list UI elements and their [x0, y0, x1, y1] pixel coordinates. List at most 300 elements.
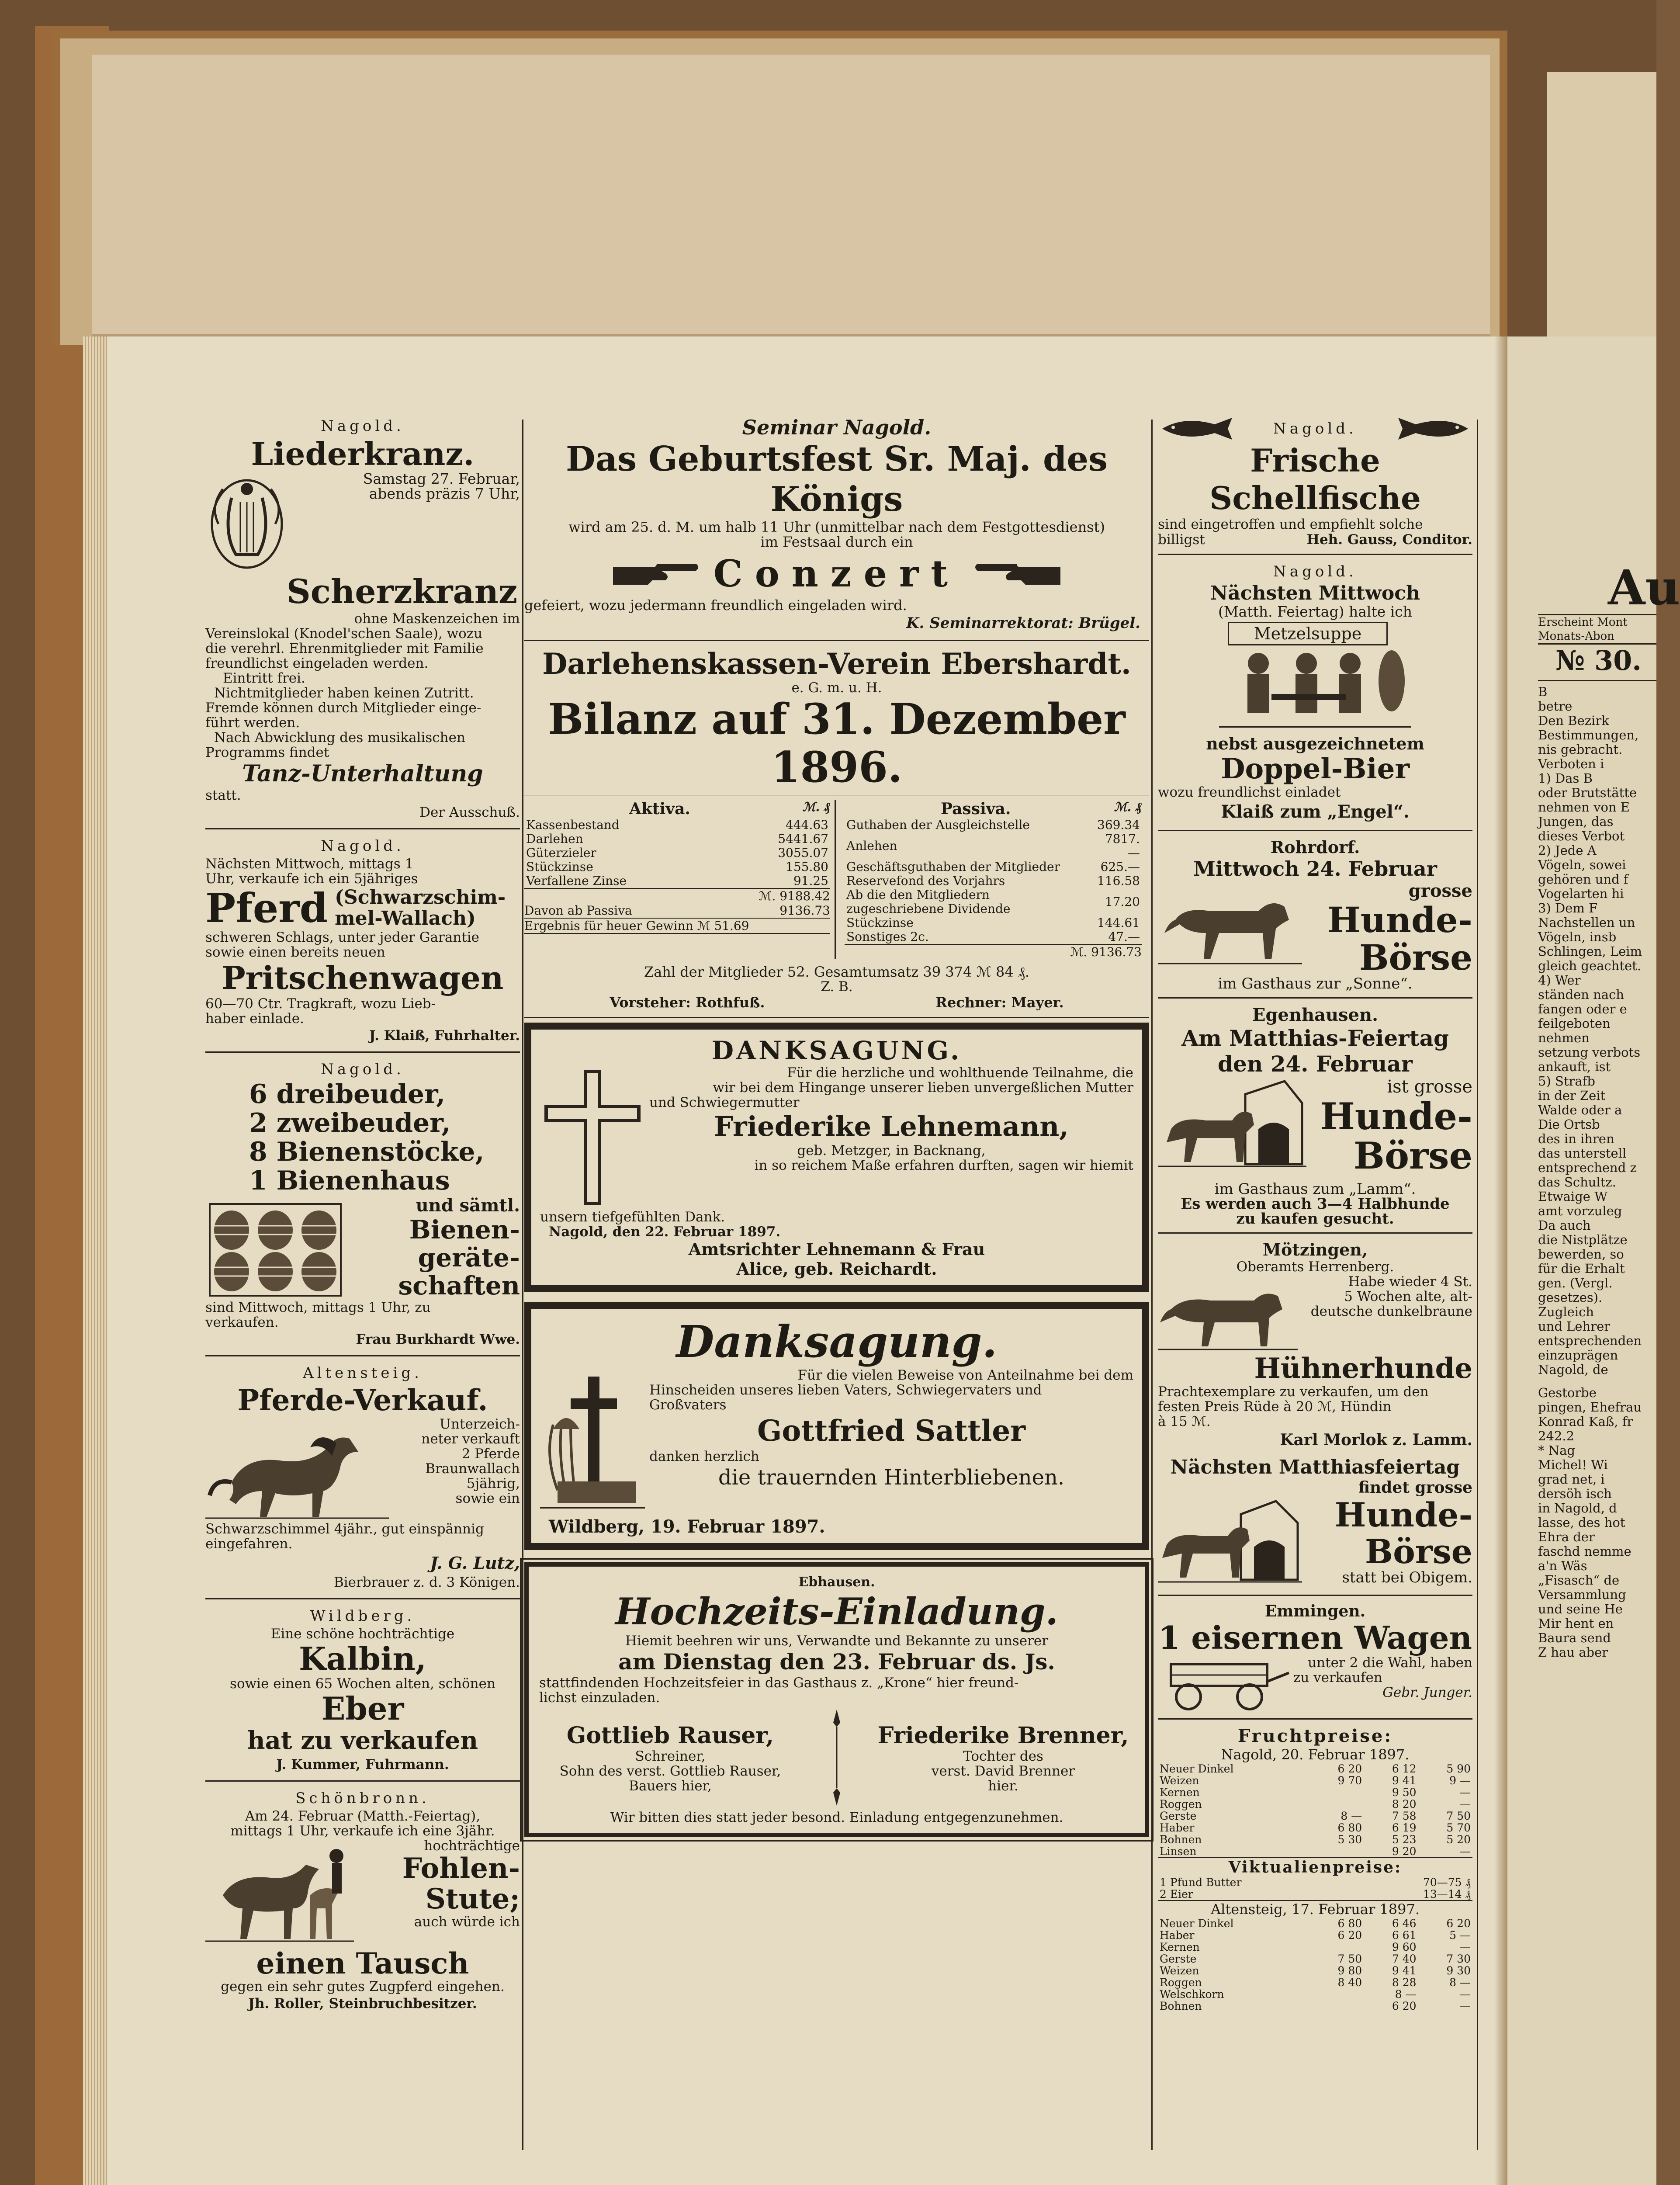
table-header: Aktiva. [629, 800, 690, 818]
row-label: Geschäftsguthaben der Mitglieder [846, 860, 1060, 874]
row-label: Guthaben der Ausgleichstelle [846, 818, 1030, 832]
ad-headline: Pritschenwagen [222, 959, 504, 996]
ad-headline: Mittwoch 24. Februar [1193, 857, 1437, 881]
row-value: 47.— [1108, 929, 1140, 944]
row-label: Stückzinse [526, 860, 593, 874]
ad-signature: Vorsteher: Rothfuß. [610, 994, 765, 1011]
bride-block [872, 1722, 1134, 1793]
row-label: Haber [1160, 1821, 1195, 1834]
ad-location: Ebhausen. [798, 1575, 875, 1590]
ad-text: Oberamts Herrenberg. [1236, 1259, 1394, 1275]
divider [1158, 1718, 1472, 1720]
ad-text: im Gasthaus zur „Sonne“. [1218, 975, 1413, 992]
price-row [1158, 1810, 1472, 1822]
ad-title: Das Geburtsfest Sr. Maj. des Königs [565, 439, 1108, 519]
ad-text: 2 Pferde [461, 1446, 520, 1462]
ad-text: zu verkaufen [1293, 1670, 1382, 1686]
ad-text: freundlichst eingeladen werden. [205, 656, 429, 671]
table-row [524, 860, 830, 874]
ad-date: Nagold, den 22. Februar 1897. [549, 1224, 781, 1240]
price-row [1158, 1798, 1472, 1810]
row-value: 6 19 [1392, 1821, 1417, 1834]
ad-text: Habe wieder 4 St. [1348, 1274, 1472, 1290]
row-value: — [1460, 1988, 1471, 2001]
row-value [1309, 2000, 1364, 2012]
flyleaf-paper [92, 55, 1490, 339]
ad-danksagung-lehnemann [524, 1023, 1149, 1292]
ad-text: ist grosse [1387, 1077, 1472, 1097]
article-line: ankauft, ist [1538, 1059, 1611, 1074]
ad-text: 5 Wochen alte, alt- [1344, 1289, 1472, 1304]
table-row [524, 874, 830, 888]
article-line: „Fisasch“ de [1538, 1573, 1620, 1588]
row-label: Haber [1160, 1929, 1195, 1942]
masthead-fragment: Au [1608, 559, 1680, 616]
ad-text: 5jährig, [466, 1476, 520, 1491]
article-line: gleich geachtet. [1538, 958, 1642, 973]
ad-title: Danksagung. [676, 1316, 998, 1367]
ad-signature: Bierbrauer z. d. 3 Königen. [333, 1575, 520, 1590]
divider [1158, 554, 1472, 555]
divider [205, 1598, 520, 1599]
article-line: in Nagold, d [1538, 1501, 1617, 1516]
fish-icon [1158, 416, 1245, 442]
ad-signature: Karl Morlok z. Lamm. [1280, 1431, 1472, 1449]
iron-wagon-icon [1158, 1655, 1289, 1712]
dog-kennel-icon [1158, 1077, 1306, 1182]
row-value: 9 70 [1337, 1774, 1362, 1787]
divider [1158, 997, 1472, 999]
ad-text: Programms findet [205, 745, 329, 760]
ad-headline: Scherzkranz [286, 572, 518, 611]
ad-text: unter 2 die Wahl, haben [1308, 1655, 1472, 1671]
ad-signature: Rechner: Mayer. [935, 994, 1064, 1011]
price-row [1158, 1918, 1472, 1929]
row-label: Kernen [1160, 1941, 1200, 1953]
table-row [845, 916, 1142, 930]
row-value: 5 23 [1392, 1833, 1417, 1846]
row-value: — [1460, 1845, 1471, 1858]
divider [1538, 680, 1656, 681]
row-value: 9 41 [1392, 1774, 1417, 1787]
ad-headline: Doppel-Bier [1220, 753, 1410, 785]
ad-text: Uhr, verkaufe ich ein 5jähriges [205, 871, 418, 887]
ad-text: Eintritt frei. [223, 670, 305, 686]
table-unit: ℳ. ₰ [1114, 800, 1142, 814]
ad-location: Mötzingen, [1262, 1240, 1368, 1259]
ad-signature: Heh. Gauss, Conditor. [1306, 532, 1472, 548]
price-row [1158, 1876, 1472, 1888]
article-line: 1) Das B [1538, 771, 1593, 786]
groom-detail: Bauers hier, [629, 1778, 712, 1794]
aktiva-table [524, 800, 836, 959]
column-rule [1477, 420, 1478, 2150]
column-right [1158, 413, 1472, 2161]
dog-kennel-icon [1158, 1497, 1302, 1588]
ad-headline: Börse [1353, 1134, 1472, 1177]
row-value: 3055.07 [778, 846, 828, 860]
article-line: Walde oder a [1538, 1103, 1622, 1117]
page-edges [83, 336, 109, 2185]
article-line: oder Brutstätte [1538, 785, 1637, 800]
row-value: 7 58 [1392, 1810, 1417, 1822]
ad-headline: Nächsten Matthiasfeiertag [1170, 1456, 1460, 1478]
ad-item: Bienen- [409, 1215, 520, 1245]
article-line: betre [1538, 699, 1573, 714]
ad-text: Wir bitten dies statt jeder besond. Einladung entgegenzunehmen. [610, 1810, 1063, 1825]
article-line: bewerden, so [1538, 1247, 1624, 1262]
article-line: Den Bezirk [1538, 713, 1609, 728]
ad-text: Am 24. Februar (Matth.-Feiertag), [245, 1808, 481, 1824]
divider [205, 828, 520, 829]
ad-signature: J. Klaiß, Fuhrhalter. [369, 1028, 520, 1044]
table-total: ℳ. 9188.42 [524, 888, 830, 903]
table-row [524, 818, 830, 832]
article-line: nehmen von E [1538, 800, 1630, 815]
row-label: Gerste [1160, 1953, 1197, 1965]
ad-text: Nächsten Mittwoch, mittags 1 [205, 856, 414, 872]
groom-block [539, 1722, 801, 1793]
price-row [1158, 2000, 1472, 2012]
ad-item: 6 dreibeuder, [249, 1079, 446, 1110]
ad-text: Nichtmitglieder haben keinen Zutritt. [214, 685, 474, 701]
divider [1158, 1595, 1472, 1596]
ad-headline: Friederike Lehnemann, [714, 1110, 1069, 1142]
ad-text: geb. Metzger, in Backnang, [797, 1143, 986, 1158]
row-label: Gerste [1160, 1810, 1197, 1822]
ad-matthias-hundeboerse [1158, 1453, 1472, 1591]
article-line: Jungen, das [1538, 814, 1614, 829]
ad-text: im Festsaal durch ein [760, 534, 913, 550]
ad-location: Egenhausen. [1252, 1005, 1379, 1025]
price-row [1158, 1763, 1472, 1775]
divider [524, 795, 1149, 796]
masthead-info [1538, 614, 1656, 645]
ad-item: 8 Bienenstöcke, [249, 1137, 485, 1167]
bride-detail: hier. [988, 1778, 1018, 1794]
row-label: 1 Pfund Butter [1160, 1876, 1242, 1889]
row-value: — [1460, 2000, 1471, 2012]
divider [1158, 1232, 1472, 1234]
ad-text: die verehrl. Ehrenmitglieder mit Familie [205, 641, 484, 656]
article-line: das Schultz. [1538, 1175, 1616, 1190]
article-line: 2) Jede A [1538, 843, 1597, 858]
ad-item: geräte- [418, 1243, 520, 1273]
table-row [524, 846, 830, 860]
ad-text: sowie ein [455, 1491, 520, 1506]
article-line: das unterstell [1538, 1146, 1627, 1161]
pointing-hand-left-icon [973, 558, 1060, 589]
row-value: — [1460, 1786, 1471, 1799]
ad-signature: Frau Burkhardt Wwe. [356, 1332, 520, 1347]
divider [205, 1355, 520, 1356]
row-value: 144.61 [1097, 916, 1140, 930]
ad-text: deutsche dunkelbraune [1310, 1304, 1472, 1319]
ad-text: Fremde können durch Mitglieder einge- [205, 700, 481, 716]
ad-text: verkaufen. [205, 1314, 279, 1330]
ad-location: Nagold. [321, 1061, 405, 1078]
row-label: 2 Eier [1160, 1888, 1193, 1901]
masthead-info-line: Erscheint Mont [1538, 616, 1628, 629]
aktiva-rows [524, 818, 830, 888]
article-line: Schlingen, Leim [1538, 944, 1642, 959]
ad-text: und sämtl. [416, 1195, 520, 1216]
article-line: Baura send [1538, 1630, 1611, 1645]
row-value: 91.25 [793, 874, 828, 888]
row-value: 9 50 [1392, 1786, 1417, 1799]
row-value: 6 20 [1392, 2000, 1417, 2012]
article-line: gesetzes). [1538, 1290, 1603, 1305]
ad-text: haber einlade. [205, 1011, 304, 1027]
row-label: Bohnen [1160, 1833, 1202, 1846]
article-line: Vögeln, insb [1538, 929, 1617, 944]
price-row [1158, 1953, 1472, 1965]
row-value: 116.58 [1097, 874, 1140, 888]
bride-name: Friederike Brenner, [877, 1722, 1129, 1749]
ad-item: 1 Bienenhaus [249, 1165, 450, 1196]
price-row [1158, 1977, 1472, 1988]
article-line: dieses Verbot [1538, 829, 1625, 843]
row-value: 8 — [1341, 1810, 1362, 1822]
price-table-nagold [1158, 1763, 1472, 1857]
ad-text: findet grosse [1358, 1478, 1472, 1497]
masthead-info-line: Monats-Abon [1538, 630, 1614, 643]
article-line: feilgeboten nehmen [1538, 1016, 1611, 1045]
ad-text: ohne Maskenzeichen im [354, 611, 520, 627]
ad-headline: Nächsten Mittwoch [1210, 582, 1420, 604]
table-row [845, 860, 1142, 874]
ad-headline: Hunde- [1320, 1095, 1472, 1138]
ad-seminar [524, 413, 1149, 636]
ad-text: Braunwallach [425, 1461, 520, 1477]
price-row [1158, 1888, 1472, 1900]
ad-location: Nagold. [321, 417, 405, 435]
ad-title: Liederkranz. [251, 435, 475, 472]
article-line: gen. (Vergl. [1538, 1276, 1613, 1290]
ad-text: nebst ausgezeichnetem [1206, 734, 1424, 753]
table-result: Ergebnis für heuer Gewinn ℳ 51.69 [524, 918, 830, 934]
ad-signature: Jh. Roller, Steinbruchbesitzer. [248, 1996, 477, 2012]
ad-metzelsuppe [1158, 558, 1472, 826]
ad-headline: Pferd [205, 884, 328, 932]
row-label: Darlehen [526, 832, 583, 846]
row-value: 9 80 [1337, 1964, 1362, 1977]
table-row [845, 832, 1142, 860]
row-value: 7 30 [1446, 1953, 1471, 1965]
ad-text: unsern tiefgefühlten Dank. [540, 1209, 725, 1225]
ad-text: stattfindenden Hochzeitsfeier in das Gasthaus z. „Krone“ hier freund- [539, 1675, 1019, 1691]
row-label: Roggen [1160, 1976, 1202, 1989]
horse-illustration-icon [205, 1417, 389, 1522]
ad-bienen [205, 1056, 520, 1352]
ad-text: die trauernden Hinterbliebenen. [718, 1465, 1065, 1490]
row-value: 9 20 [1392, 1845, 1417, 1858]
article-line: nis gebracht. [1538, 742, 1623, 757]
row-label: Reservefond des Vorjahrs [846, 874, 1005, 888]
ad-text: Für die herzliche und wohlthuende Teilnahme, die [787, 1065, 1133, 1081]
table-row [845, 874, 1142, 888]
ad-text: Hinscheiden unseres lieben Vaters, Schwiegervaters und [649, 1382, 1042, 1398]
table-row [845, 818, 1142, 832]
row-value [1309, 1798, 1364, 1810]
row-label: Roggen [1160, 1798, 1202, 1810]
ad-text: mittags 1 Uhr, verkaufe ich eine 3jähr. [230, 1823, 495, 1839]
row-label: Weizen [1160, 1774, 1199, 1787]
price-row [1158, 1941, 1472, 1953]
table-unit: ℳ. ₰ [802, 800, 830, 814]
ad-signature: J. G. Lutz, [430, 1553, 520, 1573]
ad-bilanz [524, 645, 1149, 1013]
article-line: die Nistplätze [1538, 1232, 1628, 1247]
table-row [524, 832, 830, 846]
ad-signature: K. Seminarrektorat: Brügel. [906, 614, 1140, 632]
ad-text: sind Mittwoch, mittags 1 Uhr, zu [205, 1300, 431, 1315]
ad-pferd [205, 833, 520, 1048]
ad-text: e. G. m. u. H. [791, 680, 882, 696]
article-line: Nagold, de [1538, 1362, 1608, 1377]
ad-text: sowie einen 65 Wochen alten, schönen [230, 1676, 495, 1692]
article-line: 242.2 [1538, 1429, 1575, 1443]
table-value: 9136.73 [779, 903, 830, 918]
ad-headline: 1 eisernen Wagen [1158, 1619, 1472, 1656]
ad-title: Frische Schellfische [1209, 442, 1421, 517]
ad-headline: Hunde- [1327, 899, 1472, 940]
row-label: Kassenbestand [526, 818, 620, 832]
ad-text: eingefahren. [205, 1536, 293, 1552]
dog-icon [1158, 881, 1302, 968]
article-line: Etwaige W [1538, 1189, 1607, 1204]
row-value [1309, 1941, 1364, 1953]
article-line: ständen nach [1538, 987, 1625, 1002]
row-value: 369.34 [1097, 818, 1140, 832]
ad-text: führt werden. [205, 715, 300, 731]
article-line: einzuprägen [1538, 1348, 1618, 1363]
table-label: Davon ab Passiva [524, 903, 632, 918]
ad-text: 60—70 Ctr. Tragkraft, wozu Lieb- [205, 996, 436, 1012]
hunting-dog-icon [1158, 1274, 1298, 1353]
ad-headline: Hühnerhunde [1254, 1352, 1472, 1385]
ad-text: à 15 ℳ. [1158, 1414, 1211, 1429]
ad-text: Vereinslokal (Knodel'schen Saale), wozu [205, 626, 483, 642]
ad-egenhausen [1158, 1002, 1472, 1229]
row-value: 155.80 [786, 860, 828, 874]
ad-headline: Conzert [713, 552, 960, 595]
ad-text: danken herzlich [649, 1449, 759, 1464]
price-row [1158, 1965, 1472, 1977]
ad-headline: Gottfried Sattler [757, 1414, 1025, 1448]
row-value: 5 70 [1446, 1821, 1471, 1834]
price-row [1158, 1929, 1472, 1941]
ad-text: grosse [1408, 881, 1472, 901]
ad-text: und Schwiegermutter [649, 1095, 800, 1110]
ad-rohrdorf [1158, 835, 1472, 994]
row-value: 9 41 [1392, 1964, 1417, 1977]
ad-headline: Bilanz auf 31. Dezember 1896. [548, 694, 1126, 792]
row-value: 5 — [1449, 1929, 1471, 1942]
ad-text: wozu freundlichst einladet [1158, 784, 1341, 800]
article-line: Vögeln, sowei [1538, 857, 1626, 872]
row-value: 9 — [1449, 1774, 1471, 1787]
article-line: in der Zeit [1538, 1088, 1606, 1103]
ad-headline: Börse [1359, 937, 1472, 978]
article-line: und Lehrer [1538, 1319, 1611, 1334]
article-line: 5) Strafb [1538, 1074, 1595, 1089]
table-header: Passiva. [941, 800, 1011, 818]
ad-hochzeit [524, 1562, 1149, 1837]
ad-schellfische [1158, 413, 1472, 550]
ad-signature: J. Kummer, Fuhrmann. [276, 1757, 449, 1772]
ad-headline: Hunde- [1334, 1495, 1472, 1534]
cross-icon [540, 1065, 645, 1210]
ad-text: wird am 25. d. M. um halb 11 Uhr (unmittelbar nach dem Festgottesdienst) [568, 519, 1105, 535]
article-line: entsprechend z [1538, 1160, 1637, 1175]
article-line: 4) Wer [1538, 973, 1581, 988]
ad-text: hochträchtige [424, 1838, 520, 1854]
ad-headline: Börse [1365, 1532, 1472, 1571]
ad-text: gegen ein sehr gutes Zugpferd eingehen. [221, 1979, 505, 1994]
ad-text: schweren Schlags, unter jeder Garantie [205, 929, 479, 945]
tavern-scene-icon [1219, 646, 1411, 731]
ad-danksagung-sattler [524, 1302, 1149, 1550]
row-value: — [1460, 1798, 1471, 1810]
row-label: Neuer Dinkel [1160, 1917, 1234, 1930]
ad-text: Hiemit beehren wir uns, Verwandte und Bekannte zu unserer [625, 1633, 1049, 1649]
article-line: pingen, Ehefrau [1538, 1400, 1642, 1415]
row-value: 6 61 [1392, 1929, 1417, 1942]
ad-text: sind eingetroffen und empfiehlt solche [1158, 517, 1423, 532]
article-line: Die Ortsb [1538, 1117, 1600, 1132]
ad-title: Hochzeits-Einladung. [615, 1590, 1058, 1633]
passiva-rows [845, 818, 1142, 944]
ad-subheadline: Tanz-Unterhaltung [242, 760, 483, 787]
article-line: faschd nemme [1538, 1544, 1632, 1559]
ad-location: Altensteig. [303, 1364, 423, 1382]
groom-detail: Sohn des verst. Gottlieb Rauser, [559, 1763, 781, 1779]
ad-headline: einen Tausch [256, 1946, 469, 1980]
ad-title: Darlehenskassen-Verein Ebershardt. [542, 647, 1131, 681]
prices-place: Altensteig, 17. Februar 1897. [1158, 1900, 1472, 1918]
ad-text: wir bei dem Hingange unserer lieben unvergeßlichen Mutter [713, 1080, 1133, 1096]
ad-text: Prachtexemplare zu verkaufen, um den [1158, 1384, 1429, 1400]
ad-text: Eine schöne hochträchtige [270, 1626, 455, 1642]
price-row [1158, 1822, 1472, 1834]
article-line: Z hau aber [1538, 1645, 1608, 1660]
row-label: Stückzinse [846, 916, 914, 930]
ad-moetzingen [1158, 1237, 1472, 1453]
column-rule [1151, 420, 1153, 2150]
ad-text: im Gasthaus zum „Lamm“. [1214, 1180, 1416, 1198]
ad-date: Samstag 27. Februar, [363, 470, 520, 487]
ad-text: Unterzeich- [439, 1416, 520, 1432]
article-line: lasse, des hot [1538, 1515, 1625, 1530]
ad-text: auch würde ich [414, 1914, 520, 1930]
row-value: 8 40 [1337, 1976, 1362, 1989]
grave-willow-icon [540, 1368, 645, 1516]
row-value: 7 50 [1446, 1810, 1471, 1822]
ad-text: in so reichem Maße erfahren durften, sagen wir hiemit [754, 1158, 1133, 1173]
ad-headline: Stute; [425, 1883, 520, 1915]
ad-text: Zahl der Mitglieder 52. Gesamtumsatz 39 374 ℳ 84 ₰. [644, 964, 1030, 980]
article-line: dersöh isch [1538, 1486, 1612, 1501]
ad-text: neter verkauft [421, 1431, 520, 1447]
ad-text: zu kaufen gesucht. [1236, 1210, 1394, 1228]
flyleaf-right-paper [1547, 72, 1656, 343]
metzelsuppe-sign: Metzelsuppe [1228, 622, 1388, 645]
row-value [1309, 1988, 1364, 2000]
article-line: Versammlung [1538, 1587, 1626, 1602]
price-row [1158, 1845, 1472, 1857]
bride-detail: Tochter des [963, 1748, 1043, 1764]
